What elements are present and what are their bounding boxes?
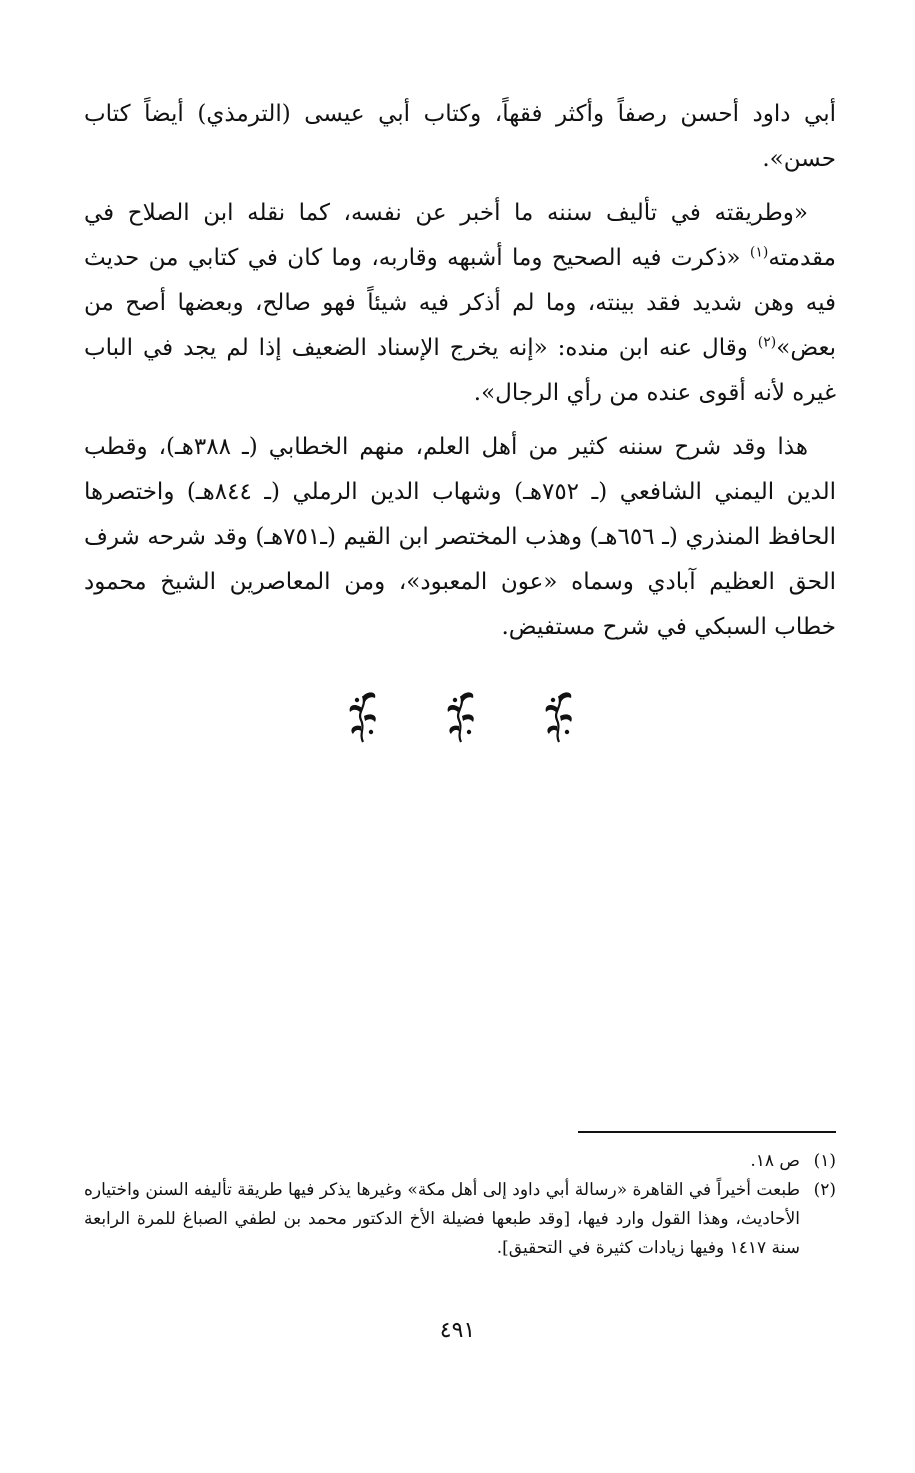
footnote-text: طبعت أخيراً في القاهرة «رسالة أبي داود إلى أهل مكة» وغيرها يذكر فيها طريقة تأليفه السنن واختياره الأحاديث، وهذا القول وارد فيها، [وقد طبعها فضيلة الأخ الدكتور محمد بن لطفي الصباغ للمرة الرابعة سنة ١٤١٧ وفيها زيادات كثيرة في التحقيق]. xyxy=(84,1180,800,1258)
page-number: ٤٩١ xyxy=(439,1318,476,1343)
main-text xyxy=(84,92,836,659)
footnote-number: (٢) xyxy=(813,1180,836,1200)
footnote-separator xyxy=(578,1131,836,1133)
floral-ornament-icon xyxy=(541,688,577,744)
footnote-1 xyxy=(84,1147,836,1176)
floral-ornament-icon xyxy=(345,688,381,744)
floral-ornament-icon xyxy=(443,688,479,744)
footnotes xyxy=(84,1147,836,1263)
section-divider xyxy=(0,688,915,748)
footnote-2 xyxy=(84,1176,836,1263)
paragraph-2 xyxy=(84,191,836,416)
footnote-text: ص ١٨. xyxy=(750,1151,800,1171)
footnote-ref-1: (١) xyxy=(749,244,769,261)
paragraph-2-part-c: وقال عنه ابن منده: «إنه يخرج الإسناد الضعيف إذا لم يجد في الباب غيره لأنه أقوى عنده من رأي الرجال». xyxy=(84,335,836,406)
paragraph-2-part-a: «وطريقته في تأليف سننه ما أخبر عن نفسه، كما نقله ابن الصلاح في مقدمته xyxy=(84,200,836,271)
footnote-number: (١) xyxy=(813,1151,836,1171)
paragraph-1: أبي داود أحسن رصفاً وأكثر فقهاً، وكتاب أبي عيسى (الترمذي) أيضاً كتاب حسن». xyxy=(84,101,836,172)
paragraph-3: هذا وقد شرح سننه كثير من أهل العلم، منهم الخطابي (ـ ٣٨٨هـ)، وقطب الدين اليمني الشافعي (ـ ٧٥٢هـ) وشهاب الدين الرملي (ـ ٨٤٤هـ) واختصرها الحافظ المنذري (ـ ٦٥٦هـ) وهذب المختصر ابن القيم (ـ٧٥١هـ) وقد شرحه شرف الحق العظيم آبادي وسماه «عون المعبود»، ومن المعاصرين الشيخ محمود خطاب السبكي في شرح مستفيض. xyxy=(84,434,837,640)
paragraph-2-part-b: «ذكرت فيه الصحيح وما أشبهه وقاربه، وما كان في كتابي من حديث فيه وهن شديد فقد بينته، وما لم أذكر فيه شيئاً فهو صالح، وبعضها أصح من بعض» xyxy=(84,245,836,361)
footnote-ref-2: (٢) xyxy=(757,334,777,351)
